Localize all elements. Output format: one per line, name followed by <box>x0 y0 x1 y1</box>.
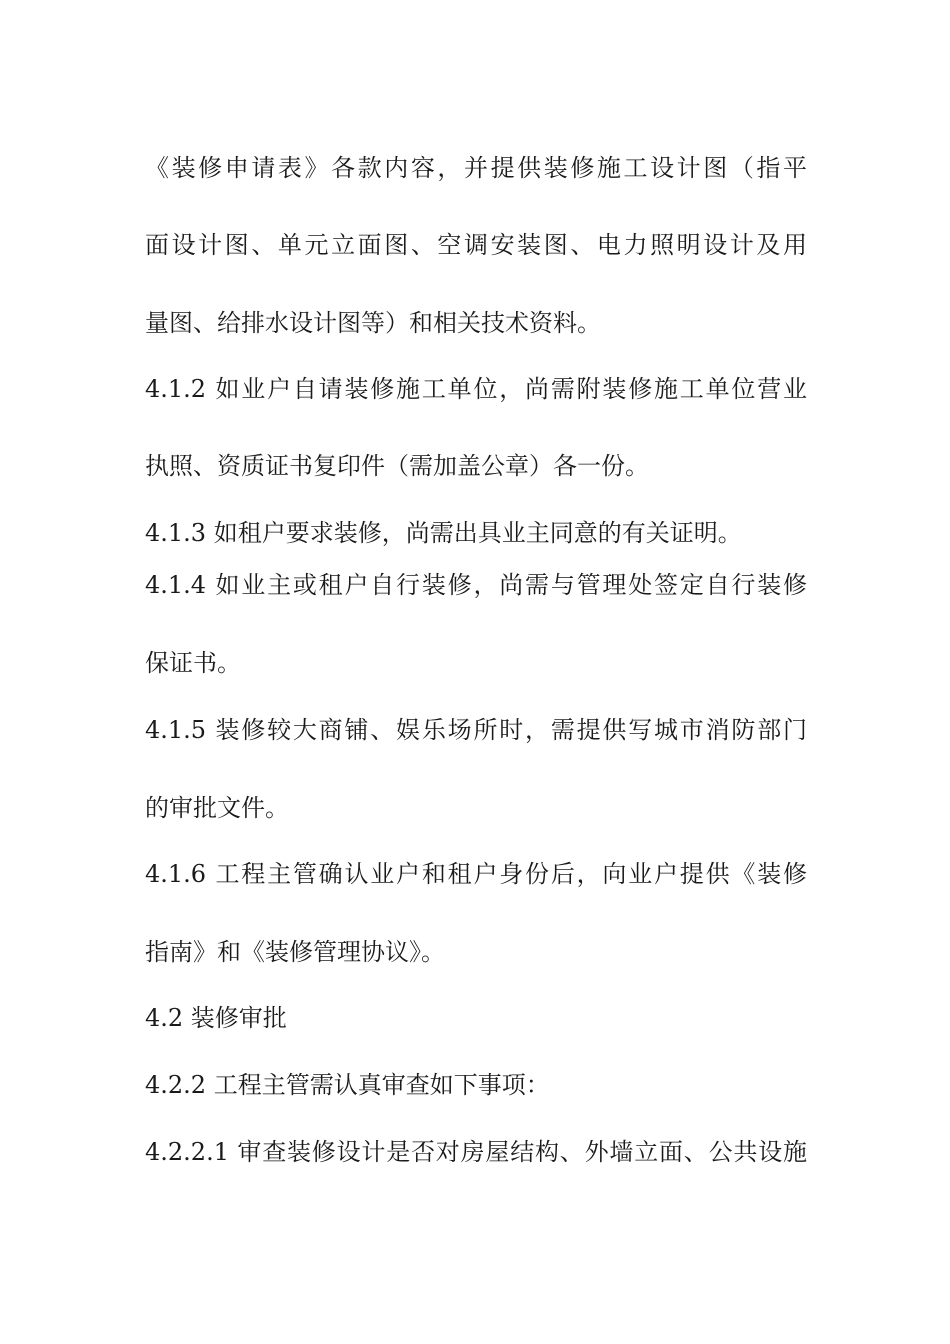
text-line-1: 《装修申请表》各款内容，并提供装修施工设计图（指平 <box>145 154 807 182</box>
text-line-8: 保证书。 <box>145 649 241 677</box>
text-line-10: 的审批文件。 <box>145 794 289 822</box>
section-heading: 4.2 装修审批 <box>145 1004 287 1032</box>
text-line-15: 4.2.2.1 审查装修设计是否对房屋结构、外墙立面、公共设施 <box>145 1138 807 1166</box>
text-line-6: 4.1.3 如租户要求装修，尚需出具业主同意的有关证明。 <box>145 519 742 547</box>
text-line-3: 量图、给排水设计图等）和相关技术资料。 <box>145 309 601 337</box>
text-line-7: 4.1.4 如业主或租户自行装修，尚需与管理处签定自行装修 <box>145 571 807 599</box>
text-line-14: 4.2.2 工程主管需认真审查如下事项： <box>145 1071 550 1099</box>
text-line-4: 4.1.2 如业户自请装修施工单位，尚需附装修施工单位营业 <box>145 375 807 403</box>
text-line-11: 4.1.6 工程主管确认业户和租户身份后，向业户提供《装修 <box>145 860 807 888</box>
text-line-12: 指南》和《装修管理协议》。 <box>145 938 445 966</box>
text-line-5: 执照、资质证书复印件（需加盖公章）各一份。 <box>145 452 649 480</box>
text-line-9: 4.1.5 装修较大商铺、娱乐场所时，需提供写城市消防部门 <box>145 716 807 744</box>
text-line-2: 面设计图、单元立面图、空调安装图、电力照明设计及用 <box>145 231 807 259</box>
